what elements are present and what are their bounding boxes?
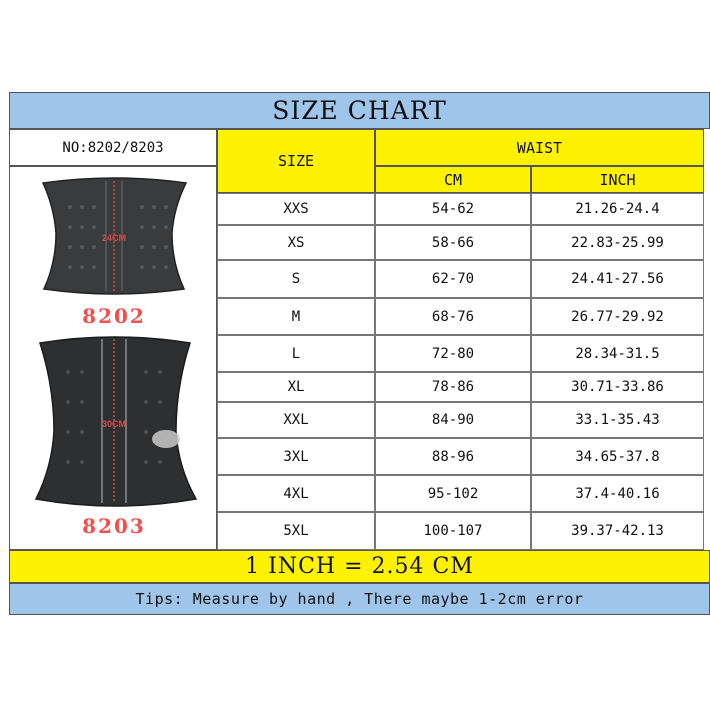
corset-illustration (10, 167, 216, 549)
corset-8202-image (43, 178, 186, 328)
row-inch-cell: 21.26-24.4 (531, 193, 704, 225)
row-size-cell: 3XL (217, 438, 375, 475)
row-size-cell: L (217, 335, 375, 372)
tips-note: Tips: Measure by hand , There maybe 1-2cm error (9, 583, 710, 615)
row-inch-cell: 39.37-42.13 (531, 512, 704, 550)
row-cm-cell: 84-90 (375, 402, 531, 438)
measure-8202: 24CM (101, 233, 127, 243)
size-chart (9, 92, 710, 615)
row-size-cell: 4XL (217, 475, 375, 512)
row-cm-cell: 54-62 (375, 193, 531, 225)
size-header: SIZE (217, 129, 375, 193)
row-cm-cell: 68-76 (375, 298, 531, 335)
row-size-cell: XXS (217, 193, 375, 225)
row-inch-cell: 22.83-25.99 (531, 225, 704, 260)
measure-8203: 30CM (101, 419, 127, 429)
product-label-8202: 8202 (82, 304, 146, 328)
row-size-cell: XXL (217, 402, 375, 438)
row-size-cell: S (217, 260, 375, 298)
row-cm-cell: 62-70 (375, 260, 531, 298)
row-cm-cell: 72-80 (375, 335, 531, 372)
row-inch-cell: 28.34-31.5 (531, 335, 704, 372)
row-inch-cell: 37.4-40.16 (531, 475, 704, 512)
row-inch-cell: 24.41-27.56 (531, 260, 704, 298)
row-cm-cell: 58-66 (375, 225, 531, 260)
row-cm-cell: 95-102 (375, 475, 531, 512)
chart-title: SIZE CHART (9, 92, 710, 129)
row-size-cell: 5XL (217, 512, 375, 550)
row-size-cell: XL (217, 372, 375, 402)
product-label-8203: 8203 (82, 514, 146, 538)
product-photos (9, 166, 217, 550)
model-number: NO:8202/8203 (9, 129, 217, 166)
inch-header: INCH (531, 166, 704, 193)
row-cm-cell: 88-96 (375, 438, 531, 475)
row-inch-cell: 34.65-37.8 (531, 438, 704, 475)
row-inch-cell: 26.77-29.92 (531, 298, 704, 335)
cm-header: CM (375, 166, 531, 193)
row-cm-cell: 78-86 (375, 372, 531, 402)
row-cm-cell: 100-107 (375, 512, 531, 550)
row-inch-cell: 30.71-33.86 (531, 372, 704, 402)
corset-8203-image (36, 337, 196, 538)
row-inch-cell: 33.1-35.43 (531, 402, 704, 438)
row-size-cell: M (217, 298, 375, 335)
row-size-cell: XS (217, 225, 375, 260)
conversion-note: 1 INCH = 2.54 CM (9, 550, 710, 583)
waist-header: WAIST (375, 129, 704, 166)
